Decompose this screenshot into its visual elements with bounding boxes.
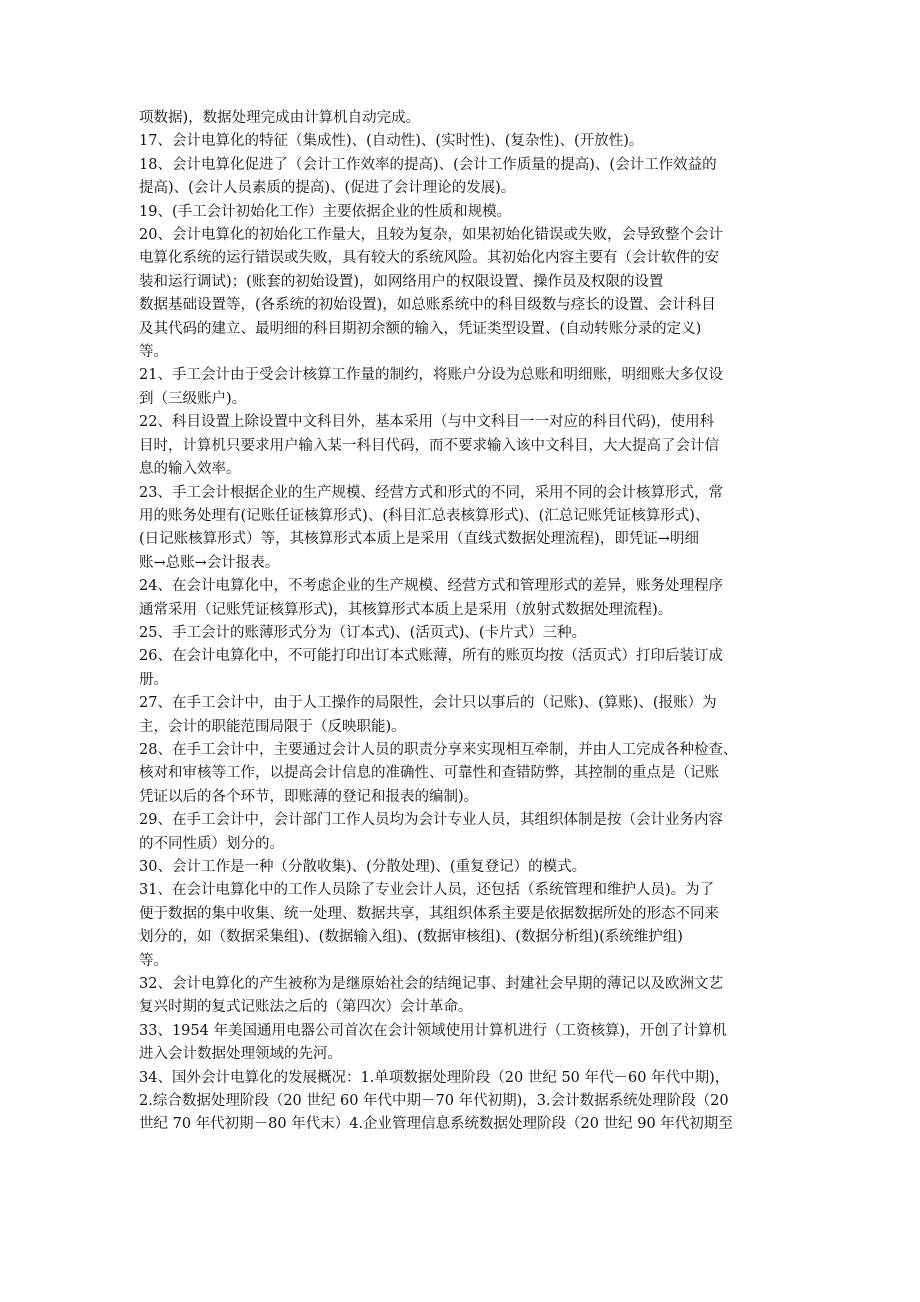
document-paragraph (139, 130, 787, 153)
text-line: 28、在手工会计中，主要通过会计人员的职责分享来实现相互牵制，并由人工完成各种检查、 (139, 741, 738, 758)
text-line: 目时，计算机只要求用户输入某一科目代码，而不要求输入该中文科目，大大提高了会计信 (139, 437, 719, 454)
text-line: 32、会计电算化的产生被称为是继原始社会的结绳记事、封建社会早期的薄记以及欧洲文艺 (139, 976, 723, 993)
text-line: 用的账务处理有(记账任证核算形式)、(科目汇总表核算形式)、(汇总记账凭证核算形式)、 (139, 507, 710, 524)
text-line: 项数据)，数据处理完成由计算机自动完成。 (139, 110, 421, 126)
document-paragraph (139, 692, 787, 739)
document-paragraph (139, 411, 787, 481)
text-line: 提高)、(会计人员素质的提高)、(促进了会计理论的发展)。 (139, 180, 516, 197)
text-line: 息的输入效率。 (139, 461, 241, 478)
document-paragraph (139, 224, 787, 364)
text-line: 20、会计电算化的初始化工作量大，且较为复杂，如果初始化错误或失败，会导致整个会计 (139, 227, 723, 244)
document-page (139, 107, 787, 1137)
text-line: 33、1954 年美国通用电器公司首次在会计领域使用计算机进行（工资核算)，开创了计算机 (139, 1022, 727, 1039)
document-paragraph (139, 1067, 787, 1137)
text-line: 19、(手工会计初始化工作）主要依据企业的性质和规模。 (139, 203, 512, 220)
document-paragraph (139, 154, 787, 201)
document-paragraph (139, 107, 787, 130)
text-line: 等。 (139, 344, 168, 361)
text-line: 进入会计数据处理领域的先河。 (139, 1046, 342, 1063)
text-line: 21、手工会计由于受会计核算工作量的制约，将账户分设为总账和明细账，明细账大多仅设 (139, 367, 723, 384)
text-line: 到（三级账户)。 (139, 390, 247, 407)
text-line: 数据基础设置等，(各系统的初始设置)，如总账系统中的科目级数与痉长的设置、会计科目 (139, 297, 716, 314)
text-line: 通常采用（记账凭证核算形式)，其核算形式本质上是采用（放射式数据处理流程)。 (139, 601, 673, 618)
text-line: 18、会计电算化促进了（会计工作效率的提高)、(会计工作质量的提高)、(会计工作效益的 (139, 156, 717, 173)
text-line: 账→总账→会计报表。 (139, 554, 280, 571)
text-line: 30、会计工作是一种（分散收集)、(分散处理)、(重复登记）的模式。 (139, 859, 587, 875)
text-line: 2.综合数据处理阶段（20 世纪 60 年代中期－70 年代初期)，3.会计数据系统处理阶段（20 (139, 1093, 729, 1110)
text-line: 世纪 70 年代初期－80 年代末）4.企业管理信息系统数据处理阶段（20 世纪 90 年代初期至 (139, 1116, 733, 1133)
document-paragraph (139, 201, 787, 224)
text-line: 31、在会计电算化中的工作人员除了专业会计人员，还包括（系统管理和维护人员)。为了 (139, 882, 715, 899)
text-line: 25、手工会计的账薄形式分为（订本式)、(活页式)、(卡片式）三种。 (139, 624, 587, 641)
document-paragraph (139, 364, 787, 411)
text-line: 划分的，如（数据采集组)、(数据输入组)、(数据审核组)、(数据分析组)(系统维护组) (139, 929, 683, 946)
text-line: 24、在会计电算化中，不考虑企业的生产规模、经营方式和管理形式的差异，账务处理程序 (139, 578, 723, 595)
document-paragraph (139, 575, 787, 622)
document-paragraph (139, 739, 787, 809)
text-line: (日记账核算形式）等，其核算形式本质上是采用（直线式数据处理流程)，即凭证→明细 (139, 531, 699, 548)
document-paragraph (139, 622, 787, 645)
document-paragraph (139, 809, 787, 856)
text-line: 便于数据的集中收集、统一处理、数据共享，其组织体系主要是依据数据所处的形态不同来 (139, 905, 719, 922)
text-line: 核对和审核等工作，以提高会计信息的准确性、可靠性和查错防弊，其控制的重点是（记账 (139, 765, 719, 782)
document-paragraph (139, 645, 787, 692)
text-line: 34、国外会计电算化的发展概况：1.单项数据处理阶段（20 世纪 50 年代－60 年代中期)， (139, 1069, 730, 1086)
text-line: 及其代码的建立、最明细的科目期初余额的输入，凭证类型设置、(自动转账分录的定义) (139, 320, 702, 337)
document-paragraph (139, 973, 787, 1020)
document-paragraph (139, 856, 787, 879)
document-paragraph (139, 482, 787, 576)
text-line: 22、科目设置上除设置中文科目外，基本采用（与中文科目一一对应的科目代码)，使用科 (139, 414, 715, 431)
text-line: 27、在手工会计中，由于人工操作的局限性，会计只以事后的（记账)、(算账)、(报账）为 (139, 695, 717, 712)
text-line: 主，会计的职能范围局限于（反映职能)。 (139, 718, 406, 735)
text-line: 电算化系统的运行错误或失败，具有较大的系统风险。其初始化内容主要有（会计软件的安 (139, 250, 719, 267)
text-line: 17、会计电算化的特征（集成性)、(自动性)、(实时性)、(复杂性)、(开放性)。 (139, 133, 644, 150)
text-line: 23、手工会计根据企业的生产规模、经营方式和形式的不同，采用不同的会计核算形式，常 (139, 484, 723, 501)
text-line: 凭证以后的各个环节，即账薄的登记和报表的编制)。 (139, 788, 479, 805)
text-line: 册。 (139, 671, 168, 688)
document-paragraph (139, 1020, 787, 1067)
text-line: 复兴时期的复式记账法之后的（第四次）会计革命。 (139, 999, 473, 1016)
text-line: 的不同性质）划分的。 (139, 835, 284, 852)
text-line: 26、在会计电算化中，不可能打印出订本式账薄，所有的账页均按（活页式）打印后装订成 (139, 648, 723, 665)
document-paragraph (139, 879, 787, 973)
text-line: 29、在手工会计中，会计部门工作人员均为会计专业人员，其组织体制是按（会计业务内容 (139, 812, 723, 829)
text-line: 装和运行调试)；(账套的初始设置)，如网络用户的权限设置、操作员及权限的设置 (139, 273, 664, 290)
text-line: 等。 (139, 952, 168, 969)
